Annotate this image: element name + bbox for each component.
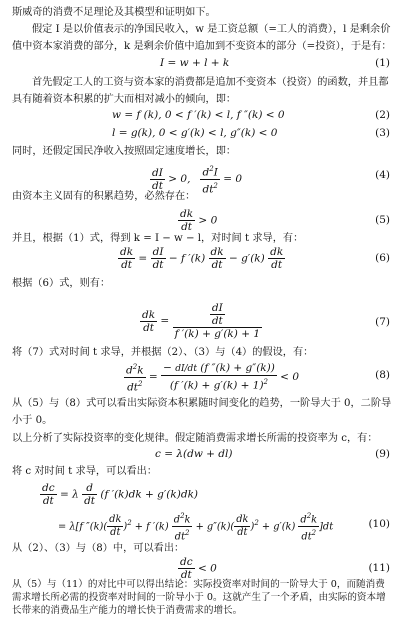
equation-2 xyxy=(0,109,400,125)
paragraph-4: 同时，还假定国民净收入按照固定速度增长，即： xyxy=(12,146,237,157)
paragraph-12: 从（2）、（3）与（8）中，可以看出： xyxy=(12,543,185,554)
equation-3-number: (3) xyxy=(375,127,390,139)
equation-4-number: (4) xyxy=(375,169,390,181)
equation-10a-body: $\frac{dc}{dt}$ = λ $\frac{d}{dt}$ (f ′(k)dk + g′(k)dk) xyxy=(42,482,199,507)
paragraph-7: 根据（6）式，则有： xyxy=(12,278,111,289)
equation-4-body: $\frac{dI}{dt}$ > 0, $\frac{d^2I}{dt^2}$ = 0 xyxy=(152,165,243,195)
equation-5-number: (5) xyxy=(375,214,390,226)
equation-10b-body: = λ[f ″(k)( $\frac{dk}{dt}$ )$^2$ + f ′(k) $\frac{d^2k}{dt^2}$ + g″(k)( $\frac{dk}{dt}$ )$^2$ + g′(k) $\frac{d^2k}{dt^2}$ ]dt xyxy=(58,512,334,543)
fraction-d2I-dt2: $\frac{d^2I}{dt^2}$ xyxy=(202,165,218,195)
equation-7-body: $\frac{dk}{dt}$ = $\frac{\frac{dI}{dt}}{f '(k) + g'(k) + 1}$ xyxy=(142,302,261,340)
equation-2-body: w = f (k), 0 < f ′(k) < l, f ″(k) < 0 xyxy=(112,109,285,121)
equation-8 xyxy=(0,361,400,393)
equation-10b xyxy=(0,510,400,543)
equation-11-body: $\frac{dc}{dt}$ < 0 xyxy=(180,556,217,581)
equation-7 xyxy=(0,300,400,344)
equation-6-body: $\frac{dk}{dt}$ = $\frac{dI}{dt}$ − f ′(k) $\frac{dk}{dt}$ − g′(k) $\frac{dk}{dt}$ xyxy=(120,246,284,271)
paragraph-8: 将（7）式对时间 t 求导，并根据（2）、（3）与（4）的假设，有： xyxy=(12,347,314,358)
paragraph-11: 将 c 对时间 t 求导，可以看出： xyxy=(12,466,158,477)
equation-6 xyxy=(0,244,400,272)
equation-10a xyxy=(0,482,400,510)
paragraph-3: 首先假定工人的工资与资本家的消费都是追加不变资本（投资）的函数，并且都具有随着资本积累的扩大而相对减小的倾向，即： xyxy=(12,77,389,105)
equation-3 xyxy=(0,127,400,143)
equation-5-body: $\frac{dk}{dt}$ > 0 xyxy=(180,208,218,233)
fraction-dI-dt: $\frac{dI}{dt}$ xyxy=(152,166,163,192)
paragraph-10: 以上分析了实际投资率的变化规律。假定随消费需求增长所需的投资率为 c，有： xyxy=(12,433,378,444)
equation-11-number: (11) xyxy=(368,562,390,574)
equation-9-number: (9) xyxy=(375,448,390,460)
paragraph-6: 并且，根据（1）式，得到 k = I − w − l，对时间 t 求导，有： xyxy=(12,233,304,244)
equation-4 xyxy=(0,161,400,195)
equation-7-number: (7) xyxy=(375,316,390,328)
equation-9-body: c = λ(dw + dl) xyxy=(155,448,233,460)
paragraph-13: 从（5）与（11）的对比中可以得出结论：实际投资率对时间的一阶导大于 0，而随消费需求增长所必需的投资率对时间的一阶导小于 0。这就产生了一个矛盾，由实际的资本增长带来的消费品生产能力的增长快于消费需求的增长。 xyxy=(12,579,386,616)
equation-8-body: $\frac{d^2k}{dt^2}$ = $\frac{- dI/dt (f ''(k) + g''(k))}{(f '(k) + g'(k) + 1)^2}$ < 0 xyxy=(126,362,299,393)
equation-10-number: (10) xyxy=(368,518,390,530)
equation-1 xyxy=(0,57,400,73)
equation-1-number: (1) xyxy=(375,57,390,69)
paragraph-1: 斯威奇的消费不足理论及其模型和证明如下。 xyxy=(12,7,216,18)
fraction-dk-dt: $\frac{dk}{dt}$ xyxy=(180,208,194,233)
equation-2-number: (2) xyxy=(375,109,390,121)
paragraph-9: 从（5）与（8）式可以看出实际资本积累随时间变化的趋势，一阶导大于 0，二阶导小于 0。 xyxy=(12,398,392,426)
equation-8-number: (8) xyxy=(375,369,390,381)
paragraph-5: 由资本主义固有的积累趋势，必然存在： xyxy=(12,191,196,202)
equation-9 xyxy=(0,448,400,464)
equation-1-body: I = w + l + k xyxy=(160,57,230,69)
paragraph-2: 假定 I 是以价值表示的净国民收入，w 是工资总额（=工人的消费），l 是剩余价值中资本家消费的部分，k 是剩余价值中追加到不变资本的部分（=投资），于是有： xyxy=(12,24,392,52)
equation-6-number: (6) xyxy=(375,252,390,264)
equation-3-body: l = g(k), 0 < g′(k) < l, g″(k) < 0 xyxy=(112,127,278,139)
